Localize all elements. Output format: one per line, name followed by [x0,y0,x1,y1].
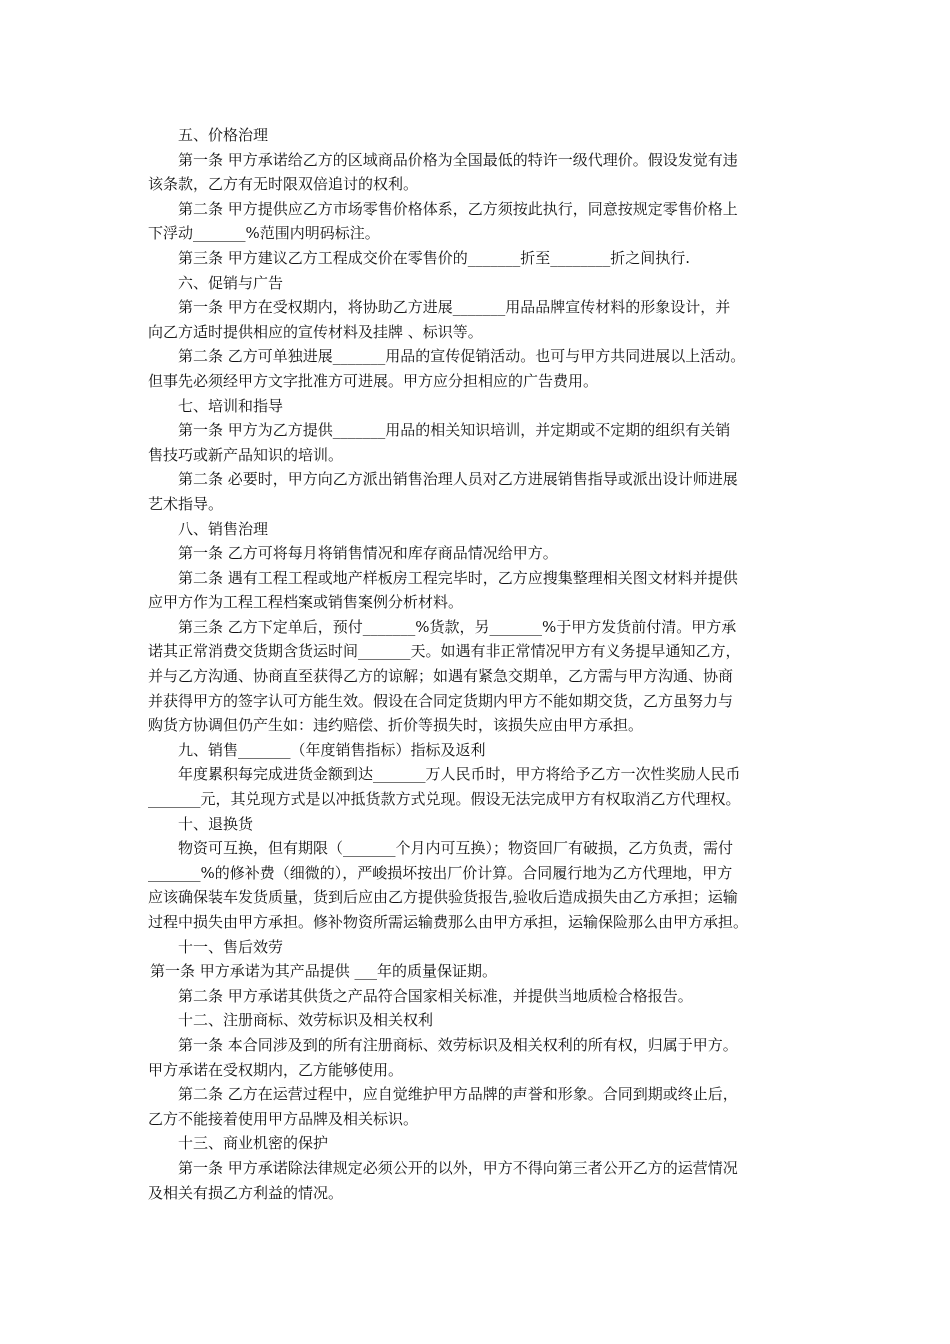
document-line: 九、销售_______（年度销售指标）指标及返利 [178,740,486,759]
document-line: 艺术指导。 [148,494,224,513]
document-line: 并获得甲方的签字认可方能生效。假设在合同定货期内甲方不能如期交货，乙方虽努力与 [148,691,734,710]
document-line: 应该确保装车发货质量，货到后应由乙方提供验货报告,验收后造成损失由乙方承担；运输 [148,888,738,907]
document-line: _______元，其兑现方式是以冲抵货款方式兑现。假设无法完成甲方有权取消乙方代理权。 [148,790,741,809]
document-page [148,123,808,1205]
document-line: 六、促销与广告 [178,273,284,292]
document-line: 向乙方适时提供相应的宣传材料及挂牌 、标识等。 [148,322,483,341]
document-line: 但事先必须经甲方文字批准方可进展。甲方应分担相应的广告费用。 [148,371,599,390]
document-line: 七、培训和指导 [178,396,284,415]
document-line: 第一条 甲方为乙方提供_______用品的相关知识培训，并定期或不定期的组织有关销 [178,421,731,440]
document-line: 十三、商业机密的保护 [178,1134,329,1153]
document-line: 年度累积每完成进货金额到达_______万人民币时，甲方将给予乙方一次性奖励人民币 [178,765,741,784]
document-line: 五、价格治理 [178,126,269,144]
document-line: 第一条 本合同涉及到的所有注册商标、效劳标识及相关权利的所有权，归属于甲方。 [178,1035,738,1054]
document-line: 乙方不能接着使用甲方品牌及相关标识。 [148,1109,419,1128]
document-line: 十一、售后效劳 [178,937,284,956]
document-line: 售技巧或新产品知识的培训。 [148,445,344,464]
document-line: 第二条 遇有工程工程或地产样板房工程完毕时，乙方应搜集整理相关图文材料并提供 [178,568,738,587]
document-line: 第一条 甲方承诺为其产品提供 ___年的质量保证期。 [150,962,498,981]
document-line: 物资可互换，但有期限（_______个月内可互换）；物资回厂有破损，乙方负责，需付 [178,839,734,858]
document-line: 第二条 必要时，甲方向乙方派出销售治理人员对乙方进展销售指导或派出设计师进展 [178,470,738,489]
document-line: 第二条 甲方提供应乙方市场零售价格体系，乙方须按此执行，同意按规定零售价格上 [178,199,738,218]
document-line: 下浮动_______%范围内明码标注。 [148,224,380,243]
document-line: 第一条 甲方在受权期内，将协助乙方进展_______用品品牌宣传材料的形象设计，并 [178,298,731,317]
document-line: 应甲方作为工程工程档案或销售案例分析材料。 [148,593,464,612]
document-line: 第一条 甲方承诺除法律规定必须公开的以外，甲方不得向第三者公开乙方的运营情况 [178,1158,738,1177]
document-line: 第二条 乙方可单独进展_______用品的宣传促销活动。也可与甲方共同进展以上活动。 [178,347,746,366]
document-line: 第二条 甲方承诺其供货之产品符合国家相关标准，并提供当地质检合格报告。 [178,986,693,1005]
document-line: 第三条 乙方下定单后，预付_______%货款，另_______%于甲方发货前付清。甲方承 [178,617,737,636]
document-line: 第一条 甲方承诺给乙方的区域商品价格为全国最低的特许一级代理价。假设发觉有违 [178,150,738,169]
document-line: 十二、注册商标、效劳标识及相关权利 [178,1011,434,1030]
document-line: 诺其正常消费交货期含货运时间_______天。如遇有非正常情况甲方有义务提早通知乙方， [148,642,741,661]
document-line: 甲方承诺在受权期内，乙方能够使用。 [148,1060,404,1079]
document-line: 第二条 乙方在运营过程中，应自觉维护甲方品牌的声誉和形象。合同到期或终止后， [178,1085,738,1104]
document-line: 并与乙方沟通、协商直至获得乙方的谅解；如遇有紧急交期单，乙方需与甲方沟通、协商 [148,667,734,686]
document-line: 十、退换货 [178,814,254,833]
document-line: 及相关有损乙方利益的情况。 [148,1183,344,1202]
document-line: 第一条 乙方可将每月将销售情况和库存商品情况给甲方。 [178,544,558,563]
document-line: 过程中损失由甲方承担。修补物资所需运输费那么由甲方承担，运输保险那么由甲方承担。 [148,913,749,931]
document-line: _______%的修补费（细微的），严峻损坏按出厂价计算。合同履行地为乙方代理地，甲方 [148,863,733,882]
document-line: 第三条 甲方建议乙方工程成交价在零售价的_______折至________折之间执行. [178,248,691,267]
document-line: 八、销售治理 [178,519,269,538]
document-line: 购货方协调但仍产生如：违约赔偿、折价等损失时，该损失应由甲方承担。 [148,716,644,735]
document-line: 该条款，乙方有无时限双倍追讨的权利。 [148,175,419,194]
